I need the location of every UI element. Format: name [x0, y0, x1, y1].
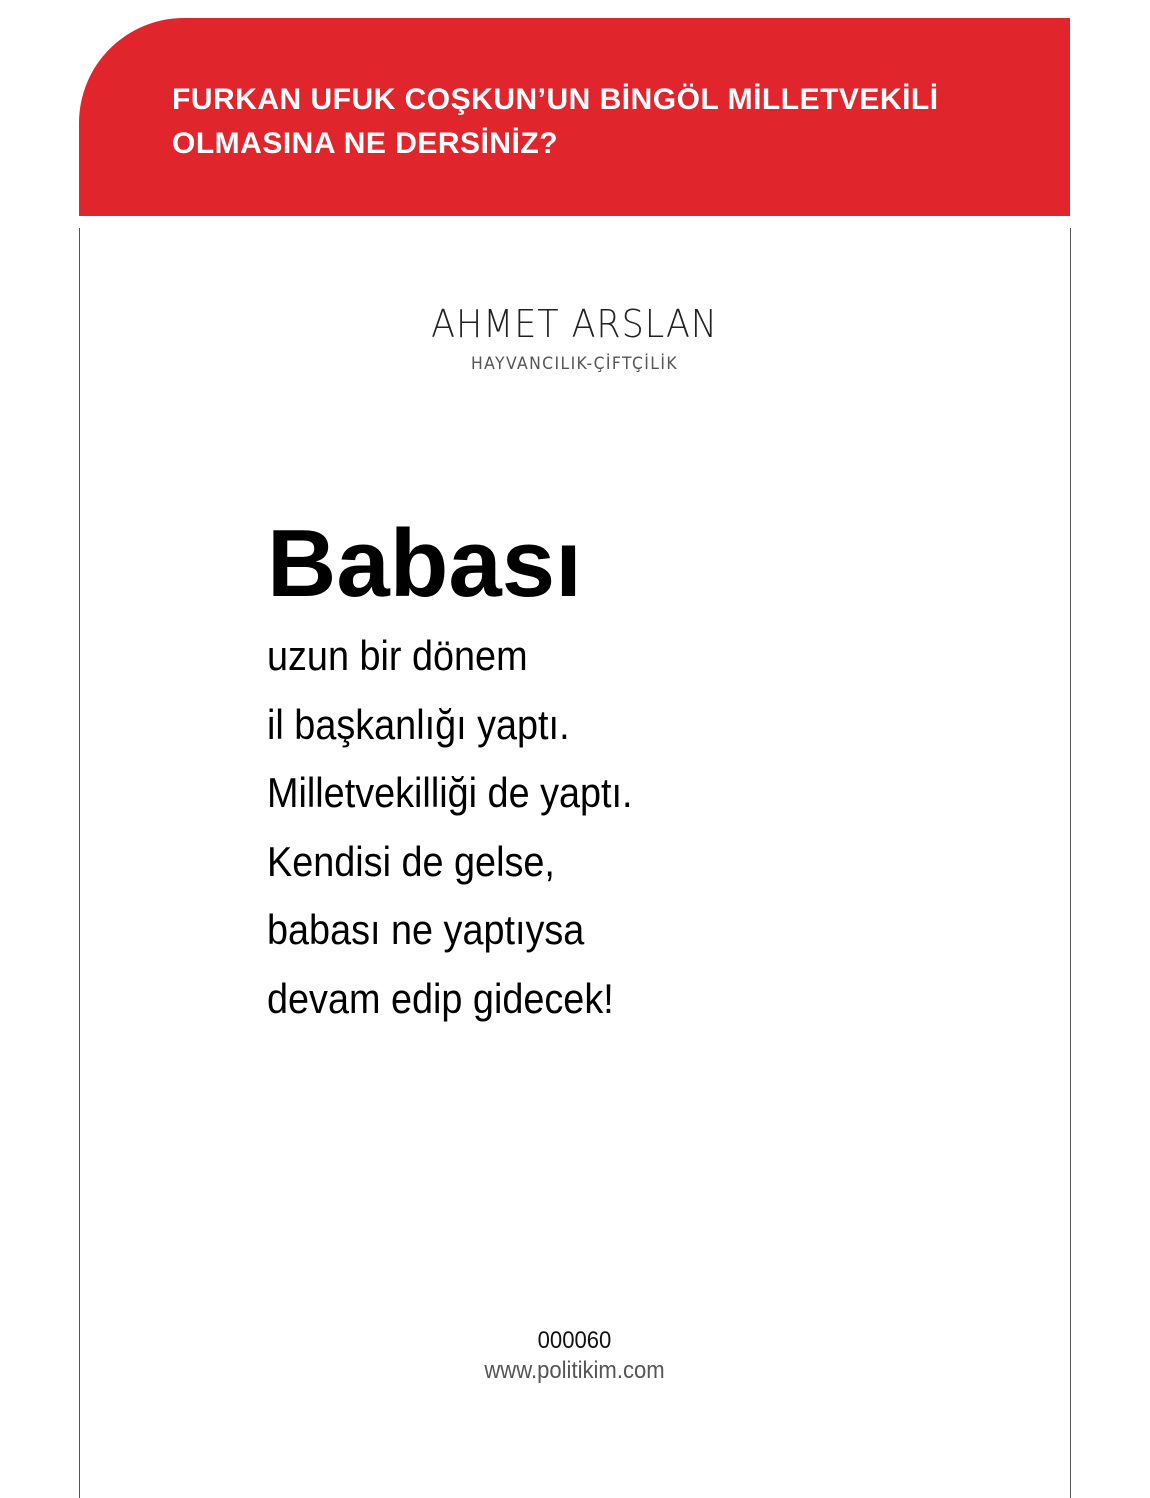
document-code: 000060	[537, 1327, 612, 1354]
poem-title: Babası	[267, 510, 582, 617]
headline-line-1: FURKAN UFUK COŞKUN’UN BİNGÖL MİLLETVEKİLİ	[172, 83, 939, 116]
header-banner	[79, 18, 1070, 216]
poem-line: Milletvekilliği de yaptı.	[267, 769, 633, 816]
headline	[172, 78, 1052, 166]
page-border-right	[1070, 228, 1071, 1498]
website-link[interactable]: www.politikim.com	[484, 1357, 665, 1384]
page-card	[79, 18, 1072, 1488]
poem-lines	[267, 622, 673, 1033]
poem-line: il başkanlığı yaptı.	[267, 700, 570, 748]
poem-line: babası ne yaptıysa	[267, 906, 585, 953]
author-block	[79, 301, 1070, 375]
author-role: HAYVANCILIK-ÇİFTÇİLİK	[471, 354, 678, 374]
poem-line: uzun bir dönem	[267, 632, 528, 679]
poem	[267, 506, 673, 1033]
footer	[79, 1326, 1070, 1386]
page-border-left	[79, 228, 80, 1498]
author-name: AHMET ARSLAN	[431, 302, 718, 346]
poem-line: Kendisi de gelse,	[267, 837, 555, 885]
poem-line: devam edip gidecek!	[267, 974, 614, 1022]
headline-line-2: OLMASINA NE DERSİNİZ?	[172, 127, 559, 160]
